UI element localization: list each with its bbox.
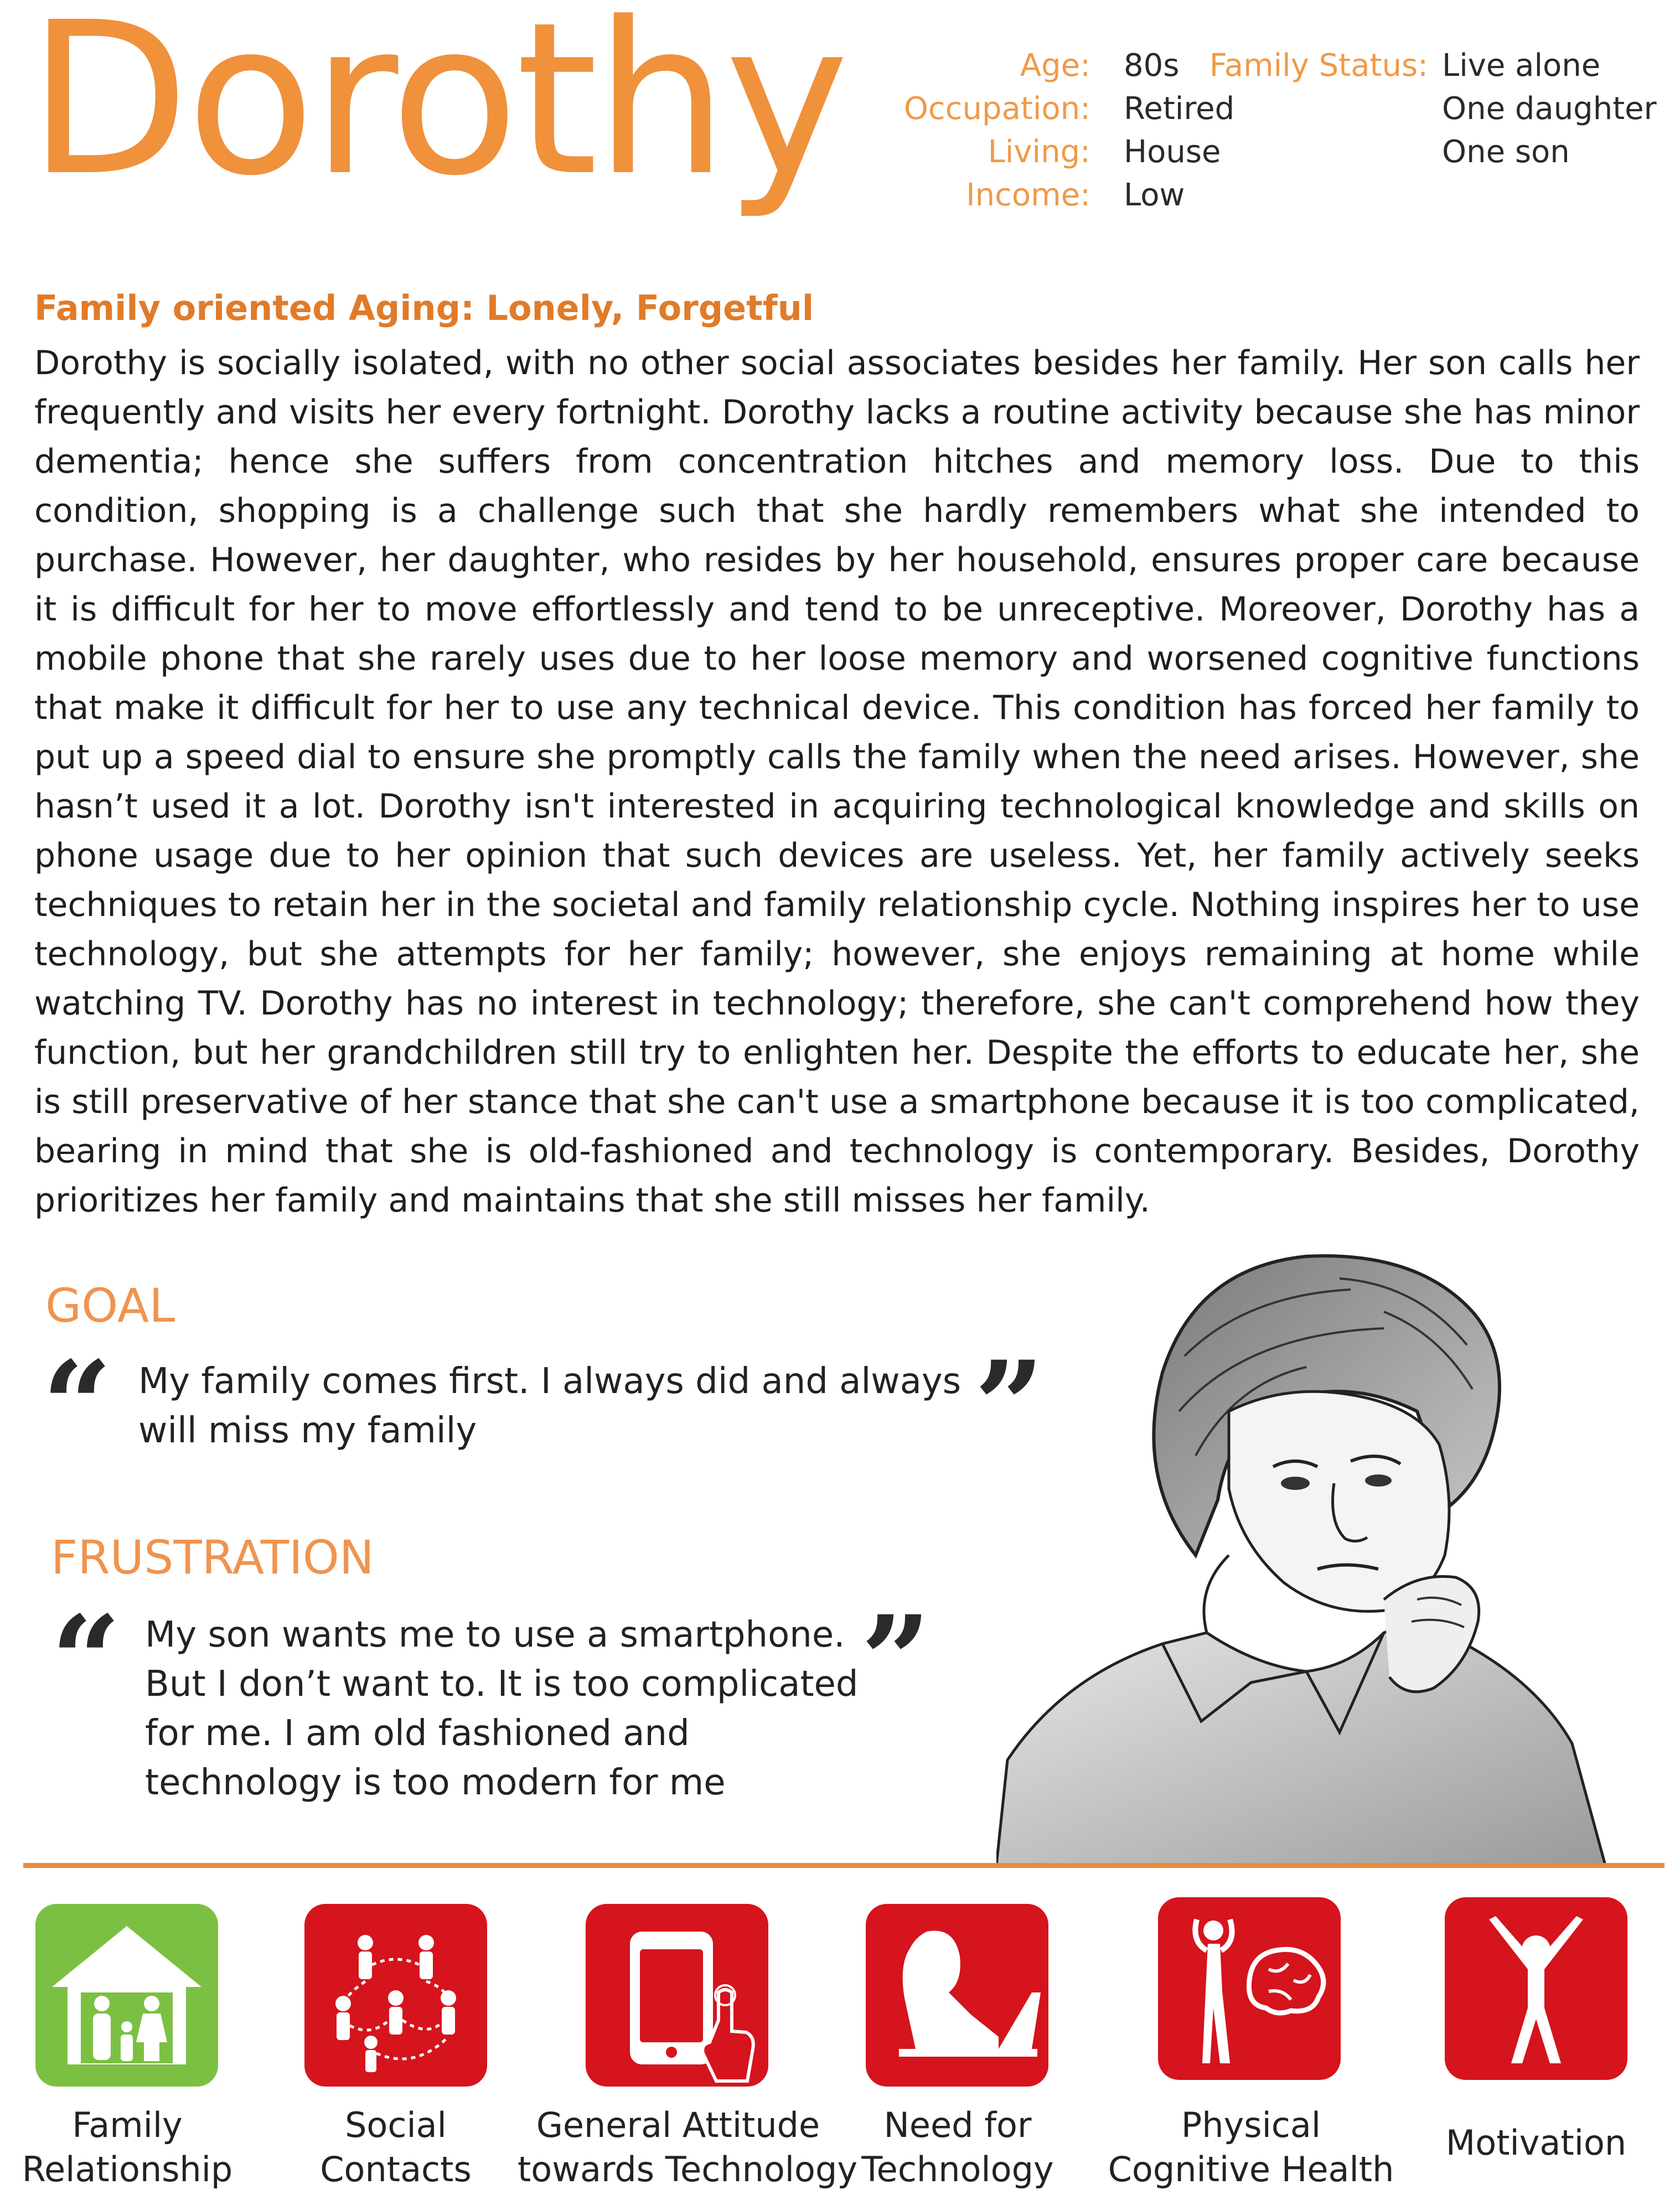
goal-quote-line: will miss my family — [138, 1410, 477, 1451]
close-quote-icon: ” — [861, 1588, 931, 1732]
living-value: House — [1124, 134, 1221, 170]
cheering-figure-icon — [1445, 1897, 1627, 2080]
person-laptop-icon — [866, 1904, 1048, 2087]
frustration-quote — [145, 1611, 859, 1808]
frustration-quote-line: for me. I am old fashioned and — [145, 1713, 690, 1754]
occupation-value: Retired — [1124, 91, 1235, 127]
category-label: General Attitude towards Technology — [518, 2105, 858, 2190]
physical-cognitive-tile — [1158, 1897, 1341, 2080]
family-house-icon — [35, 1904, 218, 2087]
income-label: Income: — [966, 177, 1090, 213]
occupation-label: Occupation: — [903, 91, 1090, 127]
age-value: 80s — [1124, 48, 1180, 84]
goal-quote — [138, 1357, 961, 1456]
family-status-value: One daughter — [1442, 91, 1657, 127]
income-value: Low — [1124, 177, 1185, 213]
persona-summary-heading: Family oriented Aging: Lonely, Forgetful — [34, 288, 814, 328]
category-label: Physical Cognitive Health — [1108, 2105, 1394, 2190]
category-label: Social Contacts — [320, 2105, 472, 2190]
goal-quote-line: My family comes first. I always did and always — [138, 1361, 962, 1402]
frustration-quote-line: My son wants me to use a smartphone. — [145, 1614, 845, 1655]
family-status-value: Live alone — [1442, 48, 1601, 84]
category-label: Family Relationship — [22, 2105, 233, 2190]
frustration-quote-line: technology is too modern for me — [145, 1762, 726, 1803]
persona-portrait — [996, 1245, 1650, 1865]
category-label: Motivation — [1445, 2123, 1627, 2163]
attitude-technology-tile — [586, 1904, 768, 2087]
social-network-icon — [304, 1904, 487, 2087]
motivation-tile — [1445, 1897, 1627, 2080]
need-technology-tile — [866, 1904, 1048, 2087]
age-label: Age: — [1020, 48, 1090, 84]
frustration-quote-line: But I don’t want to. It is too complicated — [145, 1664, 859, 1705]
open-quote-icon: “ — [51, 1588, 121, 1732]
yoga-brain-icon — [1158, 1897, 1341, 2080]
persona-description: Dorothy is socially isolated, with no other social associates besides her family. Her son calls her frequently and visits her every fortnight. Dorothy lacks a routine activity because she has minor dementia; hence she suffers from concentration hitches and memory loss. Due to this condition, shopping is a challenge such that she hardly remembers what she intended to purchase. However, her daughter, who resides by her household, ensures proper care because it is difficult for her to move effortlessly and tend to be unreceptive. Moreover, Dorothy has a mobile phone that she rarely uses due to her loose memory and worsened cognitive functions that make it difficult for her to use any technical device. This condition has forced her family to put up a speed dial to ensure she promptly calls the family when the need arises. However, she hasn’t used it a lot. Dorothy isn't interested in acquiring technological knowledge and skills on phone usage due to her opinion that such devices are useless. Yet, her family actively seeks techniques to retain her in the societal and family relationship cycle. Nothing inspires her to use technology, but she attempts for her family; however, she enjoys remaining at home while watching TV. Dorothy has no interest in technology; therefore, she can't comprehend how they function, but her grandchildren still try to enlighten her. Despite the efforts to educate her, she is still preservative of her stance that she can't use a smartphone because it is too complicated, bearing in mind that she is old-fashioned and technology is contemporary. Besides, Dorothy prioritizes her family and maintains that she still misses her family. — [34, 344, 1640, 1220]
family-status-value: One son — [1442, 134, 1570, 170]
category-label: Need for Technology — [861, 2105, 1054, 2190]
open-quote-icon: “ — [42, 1334, 112, 1477]
smartphone-touch-icon — [586, 1904, 768, 2087]
frustration-heading: FRUSTRATION — [51, 1530, 374, 1585]
persona-name: Dorothy — [28, 0, 846, 222]
social-contacts-tile — [304, 1904, 487, 2087]
family-status-label: Family Status: — [1209, 48, 1428, 84]
goal-heading: GOAL — [45, 1279, 175, 1333]
living-label: Living: — [988, 134, 1090, 170]
family-relationship-tile — [35, 1904, 218, 2087]
close-quote-icon: ” — [974, 1334, 1045, 1477]
section-divider — [23, 1863, 1665, 1868]
